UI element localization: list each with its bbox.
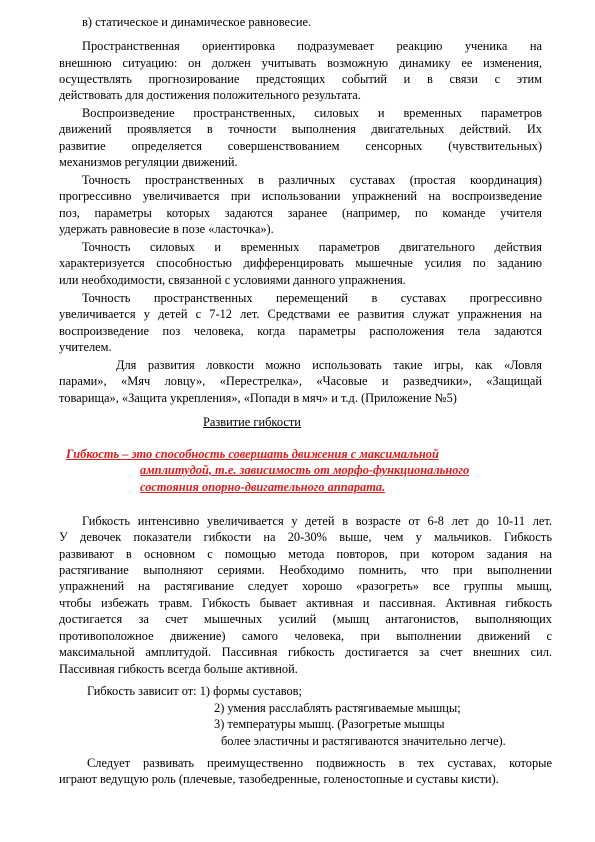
text-line: или необходимости, связанной с условиями данного упражнения.	[59, 273, 406, 287]
text-line: характеризуется способностью дифференцировать мышечные усилия по заданию	[59, 256, 542, 270]
text-line: 2) умения расслаблять растягиваемые мышцы;	[214, 701, 461, 715]
text-line: учителем.	[59, 340, 112, 354]
definition-line: амплитудой, т.е. зависимость от морфо-функционального	[140, 463, 470, 477]
text-line: осуществлять прогнозирование предстоящих событий и в связи с этим	[59, 72, 542, 86]
text-line: Для развития ловкости можно использовать такие игры, как «Ловля	[116, 358, 542, 372]
text-line: развивают в основном с помощью метода повторов, при котором задания на	[59, 547, 552, 561]
text-line: Воспроизведение пространственных, силовых и временных параметров	[82, 106, 542, 120]
text-line: У девочек показатели гибкости на 20-30% выше, чем у мальчиков. Гибкость	[59, 530, 552, 544]
text-line: Точность силовых и временных параметров двигательного действия	[82, 240, 542, 254]
text-line: прогрессивно увеличивается при использовании упражнений на воспроизведение	[59, 189, 542, 203]
text-line: действовать для достижения положительного результата.	[59, 88, 361, 102]
text-line: Следует развивать преимущественно подвижность в тех суставах, которые	[87, 756, 552, 770]
text-line: упражнений на растягивание следует хорошо «разогреть» все группы мышц,	[59, 579, 552, 593]
text-line: Пространственная ориентировка подразумевает реакцию ученика на	[82, 39, 542, 53]
text-line: товарища», «Защита укрепления», «Попади в мяч» и т.д. (Приложение №5)	[59, 391, 457, 405]
text-line: парами», «Мяч ловцу», «Перестрелка», «Часовые и разведчики», «Защищай	[59, 374, 542, 388]
text-line: Гибкость зависит от: 1) формы суставов;	[87, 684, 302, 698]
text-line: достигается за счет мышечных усилий (мышц антагонистов, выполняющих	[59, 612, 552, 626]
text-line: максимальной амплитудой. Пассивная гибкость достигается за счет внешних сил.	[59, 645, 552, 659]
definition-line: состояния опорно-двигательного аппарата.	[140, 480, 386, 494]
text-line: поз, параметры которых задаются заранее (например, по команде учителя	[59, 206, 542, 220]
text-line: в) статическое и динамическое равновесие.	[82, 15, 312, 29]
text-line: противоположное движение) самого человека, при выполнении движений с	[59, 629, 552, 643]
text-line: чтобы избежать травм. Гибкость бывает активная и пассивная. Активная гибкость	[59, 596, 552, 610]
text-line: более эластичны и растягиваются значительно легче).	[221, 734, 506, 748]
text-line: внешнюю ситуацию: он должен учитывать возможную динамику ее изменения,	[59, 56, 542, 70]
text-line: Точность пространственных в различных суставах (простая координация)	[82, 173, 542, 187]
text-line: воспроизведение поз человека, когда параметры расположения тела задаются	[59, 324, 542, 338]
text-line: растягивание выполняют сериями. Необходимо помнить, что при выполнении	[59, 563, 552, 577]
text-line: играют ведущую роль (плечевые, тазобедренные, голеностопные и суставы кисти).	[59, 772, 499, 786]
text-line: Точность пространственных перемещений в суставах прогрессивно	[82, 291, 542, 305]
definition-line: Гибкость – это способность совершать движения с максимальной	[66, 447, 439, 461]
text-line: развитие определяется совершенствованием сенсорных (чувствительных)	[59, 139, 542, 153]
text-line: Гибкость интенсивно увеличивается у детей в возрасте от 6-8 лет до 10-11 лет.	[82, 514, 552, 528]
text-line: 3) температуры мышц. (Разогретые мышцы	[214, 717, 445, 731]
text-line: Пассивная гибкость всегда больше активной.	[59, 662, 298, 676]
text-line: удержать равновесие в позе «ласточка»).	[59, 222, 274, 236]
text-line: механизмов регуляции движений.	[59, 155, 238, 169]
text-line: движений проявляется в точности выполнения двигательных действий. Их	[59, 122, 542, 136]
section-heading: Развитие гибкости	[203, 415, 301, 429]
text-line: увеличивается у детей с 7-12 лет. Средствами ее развития служат упражнения на	[59, 307, 542, 321]
